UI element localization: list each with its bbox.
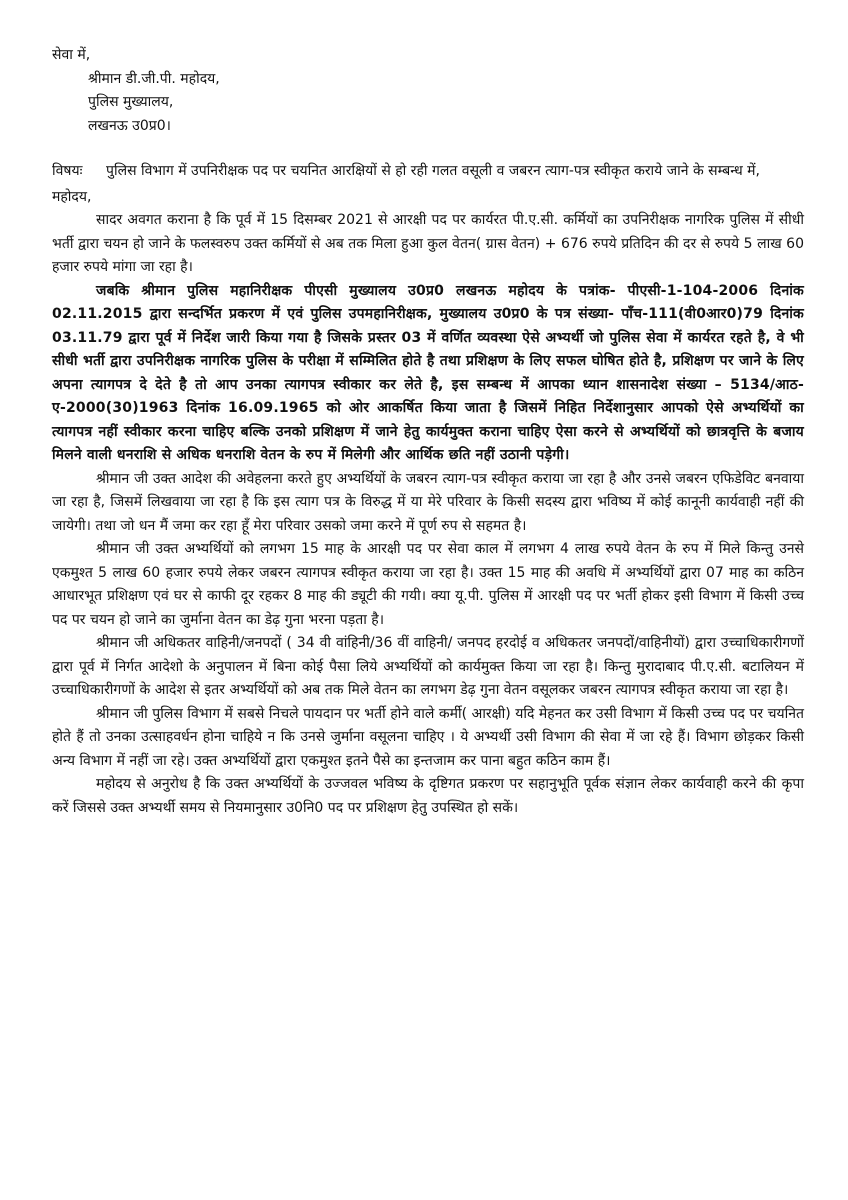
paragraph-salary-comparison: श्रीमान जी उक्त अभ्यर्थियों को लगभग 15 माह के आरक्षी पद पर सेवा काल में लगभग 4 लाख रुपये वेतन के रुप में मिले किन्तु उनसे एकमुश्त 5 लाख 60 हजार रुपये लेकर जबरन त्यागपत्र स्वीकृत कराया जा रहा है। उक्त 15 माह की अवधि में अभ्यर्थियों द्वारा 07 माह का कठिन आधारभूत प्रशिक्षण एवं घर से काफी दूर रहकर 8 माह की ड्यूटी की गयी। क्या यू.पी. पुलिस में आरक्षी पद पर भर्ती होकर इसी विभाग में किसी उच्च पद पर चयन हो जाने का जुर्माना वेतन का डेढ़ गुना भरना पड़ता है। (52, 541, 804, 628)
paragraph-encouragement: श्रीमान जी पुलिस विभाग में सबसे निचले पायदान पर भर्ती होने वाले कर्मी( आरक्षी) यदि मेहनत कर उसी विभाग में किसी उच्च पद पर चयनित होते हैं तो उनका उत्साहवर्धन होना चाहिये न कि उनसे जुर्माना वसूलना चाहिए । ये अभ्यर्थी उसी विभाग की सेवा में जा रहे हैं। विभाग छोड़कर किसी अन्य विभाग में नहीं जा रहे। उक्त अभ्यर्थियों द्वारा एकमुश्त इतने पैसे का इन्तजाम कर पाना बहुत कठिन काम हैं। (52, 705, 804, 769)
paragraph-forced-affidavit: श्रीमान जी उक्त आदेश की अवेहलना करते हुए अभ्यर्थियों के जबरन त्याग-पत्र स्वीकृत कराया जा रहा है और उनसे जबरन एफिडेविट बनवाया जा रहा है, जिसमें लिखवाया जा रहा है कि इस त्याग पत्र के विरुद्ध में या मेरे परिवार के किसी सदस्य द्वारा भविष्य में कोई कानूनी कार्यवाही नहीं की जायेगी। तथा जो धन मैं जमा कर रहा हूँ मेरा परिवार उसको जमा करने में पूर्ण रुप से सहमत है। (52, 470, 804, 534)
subject-label: विषयः (52, 163, 83, 179)
address-city: लखनऊ उ0प्र0। (88, 117, 171, 134)
subject-line (52, 160, 804, 184)
paragraph-other-units: श्रीमान जी अधिकतर वाहिनी/जनपदों ( 34 वी वांहिनी/36 वीं वाहिनी/ जनपद हरदोई व अधिकतर जनपदों/वाहिनीयों) द्वारा उच्चाधिकारीगणों द्वारा पूर्व में निर्गत आदेशो के अनुपालन में बिना कोई पैसा लिये अभ्यर्थियों को कार्यमुक्त किया जा रहा है। किन्तु मुरादाबाद पी.ए.सी. बटालियन में उच्चाधिकारीगणों के आदेश से इतर अभ्यर्थियों को अब तक मिले वेतन का लगभग डेढ़ गुना वेतन वसूलकर जबरन त्यागपत्र स्वीकृत कराया जा रहा है। (52, 635, 804, 698)
address-to: सेवा में, (52, 47, 91, 63)
salutation: महोदय, (52, 188, 92, 205)
address-office: पुलिस मुख्यालय, (88, 94, 174, 110)
address-recipient: श्रीमान डी.जी.पी. महोदय, (88, 70, 220, 87)
subject-text: पुलिस विभाग में उपनिरीक्षक पद पर चयनित आरक्षियों से हो रही गलत वसूली व जबरन त्याग-पत्र स्वीकृत कराये जाने के सम्बन्ध में, (106, 163, 760, 179)
paragraph-salary-demand: सादर अवगत कराना है कि पूर्व में 15 दिसम्बर 2021 से आरक्षी पद पर कार्यरत पी.ए.सी. कर्मियों का उपनिरीक्षक नागरिक पुलिस में सीधी भर्ती द्वारा चयन हो जाने के फलस्वरुप उक्त कर्मियों से अब तक मिला हुआ कुल वेतन( ग्रास वेतन) + 676 रुपये प्रतिदिन की दर से रुपये 5 लाख 60 हजार रुपये मांगा जा रहा है। (52, 212, 804, 275)
paragraph-request: महोदय से अनुरोध है कि उक्त अभ्यर्थियों के उज्जवल भविष्य के दृष्टिगत प्रकरण पर सहानुभूति पूर्वक संज्ञान लेकर कार्यवाही करने की कृपा करें जिससे उक्त अभ्यर्थी समय से नियमानुसार उ0नि0 पद पर प्रशिक्षण हेतु उपस्थित हो सकें। (52, 776, 804, 816)
paragraph-directive-reference: जबकि श्रीमान पुलिस महानिरीक्षक पीएसी मुख्यालय उ0प्र0 लखनऊ महोदय के पत्रांक- पीएसी-1-104-2006 दिनांक 02.11.2015 द्वारा सन्दर्भित प्रकरण में एवं पुलिस उपमहानिरीक्षक, मुख्यालय उ0प्र0 के पत्र संख्या- पाँच-111(वी0आर0)79 दिनांक 03.11.79 द्वारा पूर्व में निर्देश जारी किया गया है जिसके प्रस्तर 03 में वर्णित व्यवस्था ऐसे अभ्यर्थी जो पुलिस सेवा में कार्यरत रहते है, वे भी सीधी भर्ती द्वारा उपनिरीक्षक नागरिक पुलिस के परीक्षा में सम्मिलित होते है तथा प्रशिक्षण के लिए सफल घोषित होते है, प्रशिक्षण पर जाने के लिए अपना त्यागपत्र दे देते है तो आप उनका त्यागपत्र स्वीकार कर लेते है, इस सम्बन्ध में आपका ध्यान शासनादेश संख्या – 5134/आठ-ए-2000(30)1963 दिनांक 16.09.1965 को ओर आकर्षित किया जाता है जिसमें निहित निर्देशानुसार आपको ऐसे अभ्यर्थियों का त्यागपत्र नहीं स्वीकार करना चाहिए बल्कि उनको प्रशिक्षण में जाने हेतु कार्यमुक्त कराना चाहिए ऐसा करने से अभ्यर्थियों को छात्रवृत्ति के बजाय मिलने वाली धनराशि से अधिक धनराशि वेतन के रुप में मिलेगी और आर्थिक छति नहीं उठानी पड़ेगी। (52, 282, 804, 463)
address-block (52, 44, 804, 138)
